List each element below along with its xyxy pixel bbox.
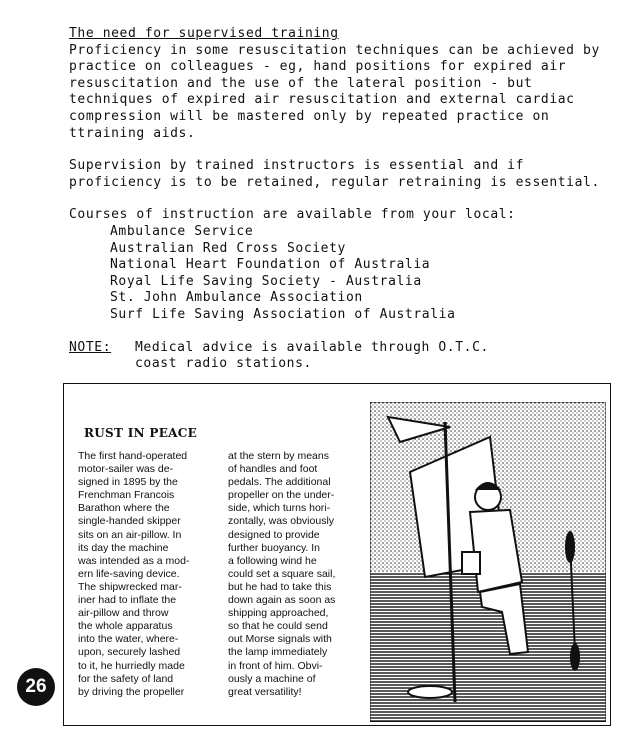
course-list: [69, 224, 609, 324]
section-heading: The need for supervised training: [69, 26, 339, 41]
story-line: single-handed skipper: [78, 515, 181, 528]
story-line: at the stern by means: [228, 450, 329, 462]
story-line: sits on an air-pillow. In: [78, 528, 182, 541]
note-block: [69, 340, 609, 373]
course-item: Australian Red Cross Society: [110, 240, 346, 256]
story-line: shipping approached,: [228, 607, 329, 620]
story-column-right: [228, 450, 358, 699]
story-line: further buoyancy. In: [228, 541, 321, 554]
story-line: signed in 1895 by the: [78, 476, 178, 489]
story-line: The shipwrecked mar-: [78, 580, 182, 593]
course-item: St. John Ambulance Association: [110, 290, 363, 306]
story-line: ern life-saving device.: [78, 567, 180, 580]
story-line: but he had to take this: [228, 580, 332, 593]
rust-in-peace-box: [63, 383, 611, 726]
story-title: RUST IN PEACE: [84, 426, 198, 440]
course-item: Ambulance Service: [110, 223, 254, 239]
story-line: ously a machine of: [228, 672, 316, 685]
story-line: air-pillow and throw: [78, 607, 169, 620]
story-line: so that he could send: [228, 620, 328, 633]
story-line: in front of him. Obvi-: [228, 659, 323, 672]
story-line: the whole apparatus: [78, 620, 173, 633]
paragraph-supervision: Supervision by trained instructors is essential and if proficiency is to be retained, regular retraining is essential.: [69, 158, 600, 190]
story-line: a following wind he: [228, 554, 317, 567]
story-line: great versatility!: [228, 685, 302, 698]
courses-intro: Courses of instruction are available from your local:: [69, 207, 516, 223]
story-line: pedals. The additional: [228, 476, 331, 489]
story-line: The first hand-operated: [78, 450, 188, 462]
motor-sailer-illustration: [370, 402, 606, 722]
story-line: the lamp immediately: [228, 646, 328, 659]
story-line: of handles and foot: [228, 463, 318, 476]
story-line: propeller on the under-: [228, 489, 335, 502]
story-column-left: [78, 450, 212, 699]
paragraph-proficiency: Proficiency in some resuscitation techniques can be achieved by practice on colleagues - eg, hand positions for expired air resuscitation and the use of the lateral position - but techniques of expired air resuscitation and external cardiac compression will be mastered only by repeated practice on ttraining aids.: [69, 42, 600, 141]
story-line: zontally, was obviously: [228, 515, 335, 528]
story-line: into the water, where-: [78, 633, 179, 646]
story-line: Barathon where the: [78, 502, 170, 515]
story-line: motor-sailer was de-: [78, 463, 174, 476]
story-line: Frenchman Francois: [78, 489, 175, 502]
story-line: its day the machine: [78, 541, 169, 554]
story-line: for the safety of land: [78, 672, 174, 685]
story-line: was intended as a mod-: [78, 554, 190, 567]
propeller: [408, 686, 452, 698]
story-line: out Morse signals with: [228, 633, 332, 646]
story-line: designed to provide: [228, 528, 320, 541]
note-line: Medical advice is available through O.T.C.: [135, 339, 489, 355]
lamp: [462, 552, 480, 574]
course-item: Surf Life Saving Association of Australia: [110, 306, 456, 322]
story-line: upon, securely lashed: [78, 646, 181, 659]
story-line: down again as soon as: [228, 594, 336, 607]
page-number-badge: 26: [17, 668, 55, 706]
story-line: by driving the propeller: [78, 685, 185, 698]
story-line: iner had to inflate the: [78, 594, 177, 607]
note-line: coast radio stations.: [135, 356, 312, 372]
story-line: to it, he hurriedly made: [78, 659, 185, 672]
story-line: side, which turns hori-: [228, 502, 331, 515]
resuscitation-training-section: [69, 26, 609, 373]
note-label: NOTE:: [69, 339, 112, 355]
story-line: could set a square sail,: [228, 567, 336, 580]
course-item: Royal Life Saving Society - Australia: [110, 273, 422, 289]
course-item: National Heart Foundation of Australia: [110, 257, 431, 273]
